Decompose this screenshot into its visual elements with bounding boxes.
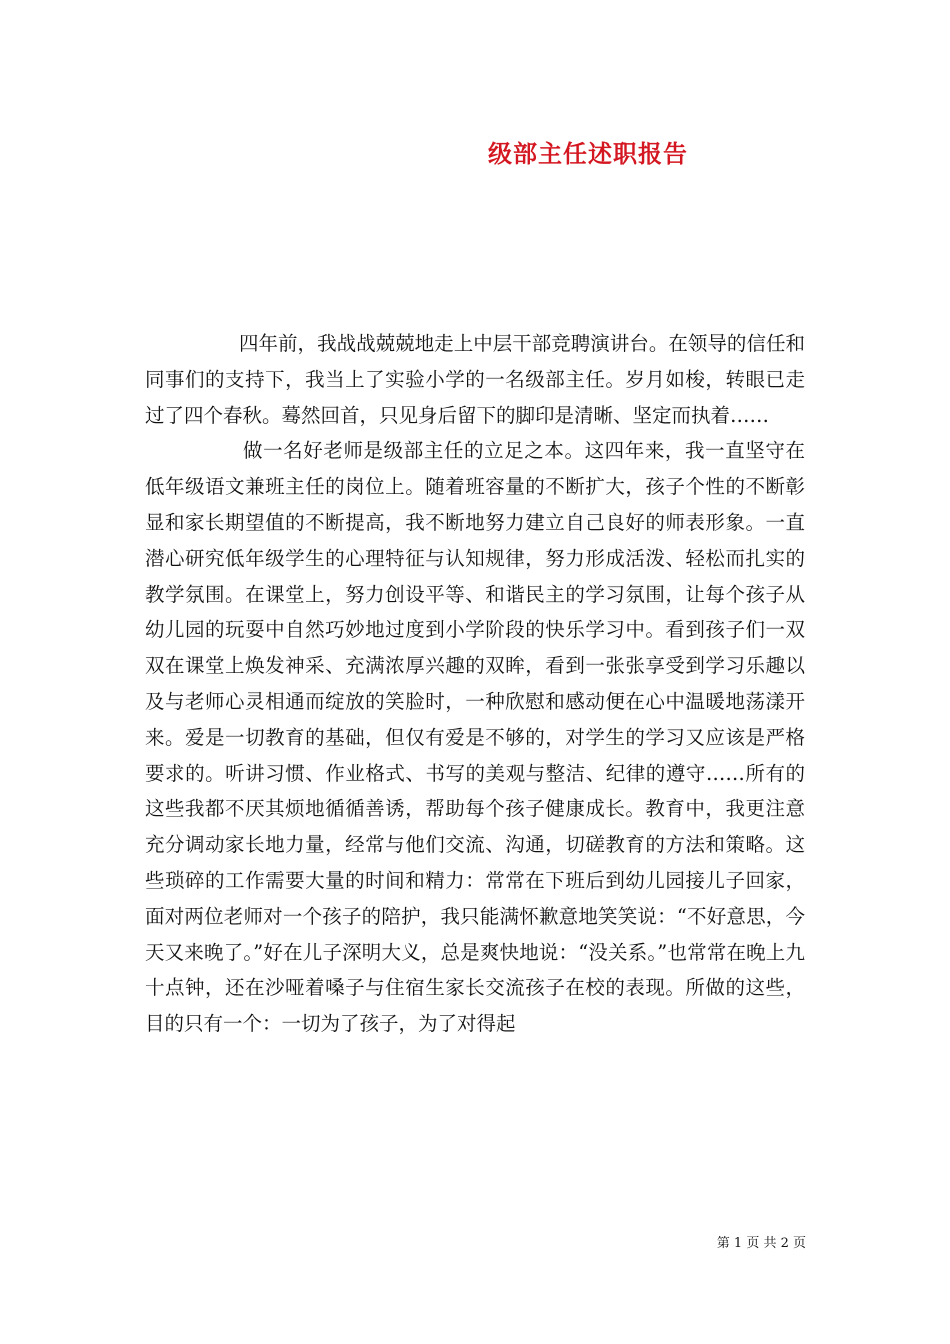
document-title: 级部主任述职报告 [488,139,688,168]
paragraph: 四年前，我战战兢兢地走上中层干部竞聘演讲台。在领导的信任和同事们的支持下，我当上了实验小学的一名级部主任。岁月如梭，转眼已走过了四个春秋。蓦然回首，只见身后留下的脚印是清晰、坚定而执着…… [145,332,805,427]
document-body [145,326,805,1042]
page-indicator: 第 1 页 共 2 页 [716,1236,806,1251]
paragraph: 做一名好老师是级部主任的立足之本。这四年来，我一直坚守在低年级语文兼班主任的岗位上。随着班容量的不断扩大，孩子个性的不断彰显和家长期望值的不断提高，我不断地努力建立自己良好的师表形象。一直潜心研究低年级学生的心理特征与认知规律，努力形成活泼、轻松而扎实的教学氛围。在课堂上，努力创设平等、和谐民主的学习氛围，让每个孩子从幼儿园的玩耍中自然巧妙地过度到小学阶段的快乐学习中。看到孩子们一双双在课堂上焕发神采、充满浓厚兴趣的双眸，看到一张张享受到学习乐趣以及与老师心灵相通而绽放的笑脸时，一种欣慰和感动便在心中温暖地荡漾开来。爱是一切教育的基础，但仅有爱是不够的，对学生的学习又应该是严格要求的。听讲习惯、作业格式、书写的美观与整洁、纪律的遵守……所有的这些我都不厌其烦地循循善诱，帮助每个孩子健康成长。教育中，我更注意充分调动家长地力量，经常与他们交流、沟通，切磋教育的方法和策略。这些琐碎的工作需要大量的时间和精力：常常在下班后到幼儿园接儿子回家，面对两位老师对一个孩子的陪护，我只能满怀歉意地笑笑说：“不好意思，今天又来晚了。”好在儿子深明大义，总是爽快地说：“没关系。”也常常在晚上九十点钟，还在沙哑着嗓子与住宿生家长交流孩子在校的表现。所做的这些，目的只有一个：一切为了孩子，为了对得起 [145,439,805,1036]
